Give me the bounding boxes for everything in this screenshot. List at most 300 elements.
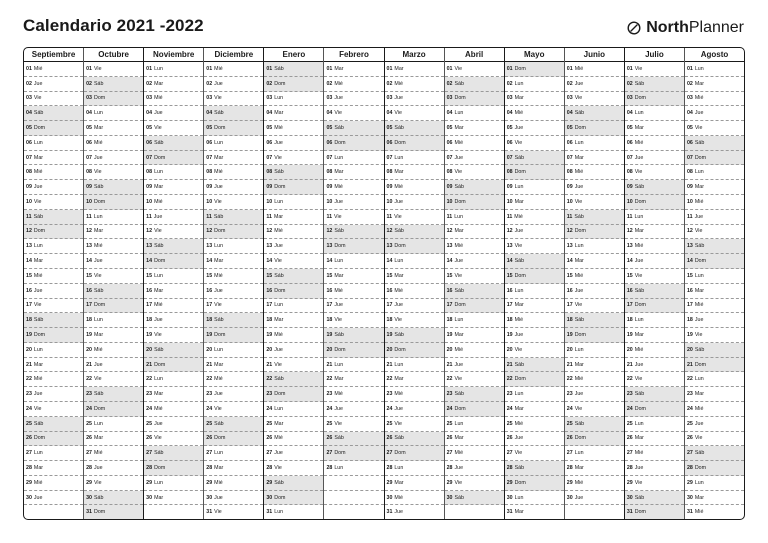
day-cell bbox=[505, 491, 564, 506]
weekday-name: Vie bbox=[214, 302, 222, 309]
weekday-name: Lun bbox=[94, 420, 103, 427]
weekday-name: Vie bbox=[634, 376, 643, 383]
weekday-name: Mar bbox=[154, 287, 164, 294]
day-number: 09 bbox=[26, 184, 32, 191]
month-column bbox=[684, 48, 744, 519]
day-number: 19 bbox=[506, 331, 513, 338]
weekday-name: Lun bbox=[514, 80, 524, 87]
day-cell bbox=[445, 92, 504, 107]
day-number: 05 bbox=[206, 125, 213, 132]
weekday-name: Sáb bbox=[213, 213, 224, 220]
weekday-name: Vie bbox=[214, 509, 222, 516]
day-cell bbox=[204, 299, 263, 314]
day-cell bbox=[505, 62, 564, 77]
day-number: 16 bbox=[386, 287, 393, 294]
day-cell bbox=[685, 417, 744, 432]
weekday-name: Mar bbox=[394, 65, 404, 72]
day-number: 26 bbox=[86, 435, 92, 442]
weekday-name: Lun bbox=[514, 494, 524, 501]
day-number: 15 bbox=[206, 272, 213, 279]
day-number: 30 bbox=[146, 494, 153, 501]
day-number: 07 bbox=[86, 154, 92, 161]
day-cell bbox=[685, 269, 744, 284]
weekday-name: Mié bbox=[454, 450, 464, 457]
day-cell bbox=[84, 313, 143, 328]
day-number: 09 bbox=[146, 184, 153, 191]
weekday-name: Jue bbox=[214, 494, 223, 501]
weekday-name: Mié bbox=[214, 376, 223, 383]
day-cell bbox=[264, 476, 323, 491]
weekday-name: Lun bbox=[93, 213, 103, 220]
day-number: 11 bbox=[206, 213, 212, 220]
day-number: 01 bbox=[626, 65, 633, 72]
month-header: Enero bbox=[264, 48, 323, 62]
day-cell bbox=[24, 372, 83, 387]
day-cell bbox=[24, 417, 83, 432]
weekday-name: Lun bbox=[574, 346, 584, 353]
day-number: 25 bbox=[146, 420, 153, 427]
day-cell bbox=[144, 180, 203, 195]
day-number: 09 bbox=[266, 184, 273, 191]
weekday-name: Jue bbox=[574, 494, 584, 501]
day-number: 26 bbox=[146, 435, 153, 442]
weekday-name: Lun bbox=[154, 65, 163, 72]
weekday-name: Mar bbox=[694, 494, 704, 501]
day-number: 03 bbox=[266, 95, 273, 102]
weekday-name: Mié bbox=[394, 80, 403, 87]
month-header: Mayo bbox=[505, 48, 564, 62]
weekday-name: Jue bbox=[214, 184, 223, 191]
day-number: 30 bbox=[386, 494, 393, 501]
day-cell bbox=[385, 446, 444, 461]
weekday-name: Dom bbox=[634, 405, 646, 412]
day-number: 20 bbox=[386, 346, 393, 353]
day-cell bbox=[625, 476, 684, 491]
day-cell bbox=[385, 417, 444, 432]
weekday-name: Lun bbox=[574, 139, 584, 146]
day-number: 03 bbox=[386, 95, 393, 102]
day-cell bbox=[264, 225, 323, 240]
day-cell bbox=[685, 313, 744, 328]
day-cell bbox=[685, 491, 744, 506]
weekday-name: Sáb bbox=[154, 243, 164, 250]
weekday-name: Sáb bbox=[514, 258, 525, 265]
day-number: 15 bbox=[146, 272, 153, 279]
day-cell bbox=[324, 313, 383, 328]
day-number: 30 bbox=[566, 494, 573, 501]
day-number: 22 bbox=[566, 376, 573, 383]
weekday-name: Mié bbox=[214, 479, 223, 486]
day-number: 16 bbox=[506, 287, 513, 294]
weekday-name: Dom bbox=[214, 331, 226, 338]
weekday-name: Vie bbox=[94, 169, 102, 176]
day-number: 04 bbox=[446, 110, 453, 117]
day-number: 24 bbox=[86, 405, 92, 412]
day-number: 23 bbox=[686, 391, 693, 398]
day-number: 23 bbox=[26, 391, 32, 398]
brand-logo bbox=[627, 19, 744, 37]
day-cell bbox=[625, 180, 684, 195]
day-number: 21 bbox=[26, 361, 32, 368]
day-cell bbox=[24, 121, 83, 136]
weekday-name: Mié bbox=[33, 272, 43, 279]
weekday-name: Dom bbox=[394, 139, 406, 146]
day-cell bbox=[144, 239, 203, 254]
day-cell bbox=[385, 180, 444, 195]
weekday-name: Dom bbox=[33, 228, 46, 235]
day-list bbox=[204, 62, 263, 519]
day-cell bbox=[84, 417, 143, 432]
day-cell bbox=[84, 269, 143, 284]
day-cell bbox=[264, 328, 323, 343]
month-header: Abril bbox=[445, 48, 504, 62]
day-number: 18 bbox=[146, 317, 153, 324]
day-cell bbox=[324, 210, 383, 225]
day-number: 08 bbox=[26, 169, 32, 176]
day-number: 05 bbox=[146, 125, 153, 132]
day-cell bbox=[565, 136, 624, 151]
day-cell bbox=[204, 210, 263, 225]
day-number: 06 bbox=[86, 139, 92, 146]
day-cell bbox=[685, 505, 744, 519]
weekday-name: Mar bbox=[154, 391, 164, 398]
day-number: 17 bbox=[146, 302, 153, 309]
day-number: 21 bbox=[386, 361, 393, 368]
weekday-name: Sáb bbox=[574, 213, 584, 220]
weekday-name: Mié bbox=[634, 243, 644, 250]
day-number: 18 bbox=[326, 317, 333, 324]
day-number: 09 bbox=[206, 184, 213, 191]
day-cell bbox=[144, 313, 203, 328]
weekday-name: Sáb bbox=[33, 110, 44, 117]
weekday-name: Sáb bbox=[33, 420, 44, 427]
day-cell bbox=[625, 402, 684, 417]
weekday-name: Vie bbox=[394, 317, 402, 324]
day-cell bbox=[565, 387, 624, 402]
day-cell bbox=[685, 92, 744, 107]
weekday-name: Jue bbox=[214, 287, 223, 294]
weekday-name: Lun bbox=[454, 420, 464, 427]
month-column bbox=[323, 48, 383, 519]
day-cell bbox=[84, 254, 143, 269]
day-cell bbox=[264, 92, 323, 107]
weekday-name: Vie bbox=[574, 198, 583, 205]
day-number: 28 bbox=[206, 464, 213, 471]
weekday-name: Mié bbox=[574, 272, 584, 279]
day-number: 09 bbox=[326, 184, 333, 191]
day-number: 20 bbox=[626, 346, 633, 353]
day-cell bbox=[505, 343, 564, 358]
day-number: 16 bbox=[326, 287, 333, 294]
day-cell bbox=[505, 77, 564, 92]
day-number: 27 bbox=[326, 450, 333, 457]
day-cell bbox=[204, 284, 263, 299]
weekday-name: Lun bbox=[394, 361, 404, 368]
day-number: 21 bbox=[506, 361, 513, 368]
weekday-name: Dom bbox=[214, 435, 226, 442]
day-number: 11 bbox=[626, 213, 633, 220]
weekday-name: Sáb bbox=[454, 80, 464, 87]
weekday-name: Vie bbox=[394, 420, 402, 427]
weekday-name: Vie bbox=[694, 228, 703, 235]
weekday-name: Dom bbox=[394, 243, 406, 250]
day-cell bbox=[264, 284, 323, 299]
weekday-name: Mar bbox=[154, 80, 164, 87]
weekday-name: Mar bbox=[454, 125, 464, 132]
day-cell bbox=[144, 387, 203, 402]
day-number: 24 bbox=[206, 405, 213, 412]
day-number: 18 bbox=[686, 317, 693, 324]
day-cell bbox=[625, 269, 684, 284]
weekday-name: Dom bbox=[394, 450, 406, 457]
day-cell bbox=[565, 239, 624, 254]
day-cell bbox=[625, 505, 684, 519]
day-cell bbox=[264, 62, 323, 77]
day-list bbox=[144, 62, 203, 519]
weekday-name: Dom bbox=[694, 154, 707, 161]
month-column bbox=[83, 48, 143, 519]
weekday-name: Vie bbox=[694, 331, 703, 338]
day-cell bbox=[84, 461, 143, 476]
day-cell bbox=[204, 180, 263, 195]
day-number: 02 bbox=[566, 80, 573, 87]
weekday-name: Mar bbox=[214, 258, 224, 265]
weekday-name: Mar bbox=[273, 213, 284, 220]
day-number: 08 bbox=[326, 169, 333, 176]
day-cell bbox=[264, 299, 323, 314]
day-cell bbox=[505, 136, 564, 151]
weekday-name: Lun bbox=[394, 258, 404, 265]
weekday-name: Vie bbox=[33, 405, 42, 412]
weekday-name: Jue bbox=[334, 302, 343, 309]
weekday-name: Jue bbox=[274, 346, 283, 353]
day-cell bbox=[144, 62, 203, 77]
day-cell bbox=[565, 269, 624, 284]
weekday-name: Mié bbox=[33, 65, 43, 72]
weekday-name: Jue bbox=[154, 317, 163, 324]
day-cell bbox=[24, 239, 83, 254]
day-list bbox=[505, 62, 564, 519]
weekday-name: Sáb bbox=[394, 228, 404, 235]
day-cell bbox=[685, 343, 744, 358]
day-number: 07 bbox=[566, 154, 573, 161]
day-number: 23 bbox=[566, 391, 573, 398]
day-cell bbox=[264, 372, 323, 387]
weekday-name: Vie bbox=[94, 479, 102, 486]
empty-day-cell bbox=[445, 505, 504, 519]
weekday-name: Jue bbox=[454, 361, 464, 368]
weekday-name: Mié bbox=[394, 184, 403, 191]
day-number: 01 bbox=[86, 65, 92, 72]
day-number: 22 bbox=[446, 376, 453, 383]
weekday-name: Jue bbox=[694, 110, 704, 117]
weekday-name: Vie bbox=[634, 479, 643, 486]
day-cell bbox=[625, 387, 684, 402]
day-number: 26 bbox=[446, 435, 453, 442]
day-number: 20 bbox=[266, 346, 273, 353]
day-cell bbox=[264, 165, 323, 180]
day-cell bbox=[565, 402, 624, 417]
day-cell bbox=[625, 417, 684, 432]
weekday-name: Jue bbox=[574, 391, 584, 398]
day-cell bbox=[445, 225, 504, 240]
weekday-name: Sáb bbox=[454, 494, 464, 501]
day-list bbox=[84, 62, 143, 519]
day-cell bbox=[264, 136, 323, 151]
day-number: 26 bbox=[266, 435, 273, 442]
day-cell bbox=[505, 254, 564, 269]
day-cell bbox=[264, 254, 323, 269]
day-cell bbox=[204, 151, 263, 166]
day-cell bbox=[385, 299, 444, 314]
day-cell bbox=[144, 432, 203, 447]
day-number: 20 bbox=[26, 346, 32, 353]
day-number: 07 bbox=[446, 154, 453, 161]
weekday-name: Jue bbox=[634, 154, 644, 161]
weekday-name: Mar bbox=[694, 391, 704, 398]
weekday-name: Mié bbox=[274, 435, 283, 442]
weekday-name: Sáb bbox=[394, 331, 404, 338]
weekday-name: Dom bbox=[634, 95, 646, 102]
day-number: 21 bbox=[626, 361, 633, 368]
day-number: 25 bbox=[86, 420, 92, 427]
day-number: 22 bbox=[326, 376, 333, 383]
day-number: 14 bbox=[326, 258, 333, 265]
day-cell bbox=[144, 151, 203, 166]
weekday-name: Lun bbox=[574, 450, 584, 457]
weekday-name: Mar bbox=[454, 228, 464, 235]
day-cell bbox=[385, 372, 444, 387]
day-number: 05 bbox=[326, 125, 333, 132]
weekday-name: Dom bbox=[334, 243, 346, 250]
weekday-name: Lun bbox=[514, 287, 524, 294]
day-cell bbox=[144, 269, 203, 284]
day-cell bbox=[204, 461, 263, 476]
weekday-name: Sáb bbox=[94, 494, 104, 501]
day-number: 08 bbox=[206, 169, 213, 176]
day-cell bbox=[24, 432, 83, 447]
weekday-name: Dom bbox=[634, 198, 646, 205]
day-cell bbox=[385, 284, 444, 299]
day-number: 26 bbox=[686, 435, 693, 442]
day-cell bbox=[84, 432, 143, 447]
weekday-name: Jue bbox=[394, 405, 403, 412]
day-cell bbox=[625, 328, 684, 343]
day-cell bbox=[565, 343, 624, 358]
day-number: 23 bbox=[86, 391, 92, 398]
day-cell bbox=[685, 165, 744, 180]
weekday-name: Mar bbox=[154, 184, 164, 191]
weekday-name: Mié bbox=[574, 479, 584, 486]
day-number: 25 bbox=[626, 420, 633, 427]
weekday-name: Lun bbox=[33, 243, 43, 250]
day-cell bbox=[324, 328, 383, 343]
day-cell bbox=[565, 491, 624, 506]
day-number: 12 bbox=[146, 228, 153, 235]
day-cell bbox=[565, 62, 624, 77]
day-cell bbox=[565, 151, 624, 166]
day-number: 19 bbox=[206, 331, 213, 338]
day-number: 17 bbox=[326, 302, 333, 309]
day-cell bbox=[445, 180, 504, 195]
weekday-name: Dom bbox=[634, 509, 646, 516]
day-cell bbox=[84, 165, 143, 180]
weekday-name: Vie bbox=[634, 272, 643, 279]
month-header: Octubre bbox=[84, 48, 143, 62]
weekday-name: Sáb bbox=[454, 287, 464, 294]
weekday-name: Mar bbox=[334, 272, 344, 279]
day-number: 30 bbox=[266, 494, 273, 501]
weekday-name: Mar bbox=[454, 331, 464, 338]
day-number: 14 bbox=[26, 258, 32, 265]
month-pair bbox=[385, 48, 505, 519]
day-cell bbox=[685, 136, 744, 151]
day-number: 20 bbox=[86, 346, 92, 353]
day-number: 30 bbox=[26, 494, 32, 501]
weekday-name: Jue bbox=[394, 302, 403, 309]
weekday-name: Mié bbox=[154, 405, 163, 412]
day-number: 23 bbox=[326, 391, 333, 398]
weekday-name: Mié bbox=[394, 391, 403, 398]
weekday-name: Sáb bbox=[214, 110, 224, 117]
day-number: 23 bbox=[506, 391, 513, 398]
weekday-name: Vie bbox=[33, 302, 42, 309]
day-cell bbox=[144, 210, 203, 225]
day-number: 24 bbox=[326, 405, 333, 412]
day-number: 09 bbox=[566, 184, 573, 191]
day-number: 27 bbox=[26, 450, 32, 457]
day-cell bbox=[625, 165, 684, 180]
weekday-name: Lun bbox=[454, 110, 464, 117]
empty-day-cell bbox=[144, 505, 203, 519]
weekday-name: Vie bbox=[94, 272, 102, 279]
day-cell bbox=[625, 195, 684, 210]
weekday-name: Lun bbox=[634, 213, 644, 220]
day-cell bbox=[204, 269, 263, 284]
weekday-name: Sáb bbox=[94, 287, 104, 294]
day-number: 17 bbox=[266, 302, 273, 309]
weekday-name: Mié bbox=[33, 479, 43, 486]
day-number: 05 bbox=[506, 125, 513, 132]
day-cell bbox=[625, 77, 684, 92]
weekday-name: Dom bbox=[454, 198, 466, 205]
weekday-name: Sáb bbox=[274, 272, 284, 279]
day-number: 01 bbox=[686, 65, 693, 72]
day-number: 22 bbox=[206, 376, 213, 383]
weekday-name: Mié bbox=[334, 184, 343, 191]
month-column bbox=[203, 48, 263, 519]
day-number: 04 bbox=[566, 110, 573, 117]
day-number: 08 bbox=[146, 169, 153, 176]
weekday-name: Mar bbox=[634, 435, 644, 442]
day-cell bbox=[505, 106, 564, 121]
weekday-name: Dom bbox=[94, 198, 106, 205]
day-cell bbox=[324, 417, 383, 432]
day-cell bbox=[24, 284, 83, 299]
weekday-name: Mié bbox=[94, 346, 103, 353]
day-number: 01 bbox=[326, 65, 333, 72]
day-cell bbox=[24, 77, 83, 92]
day-number: 15 bbox=[566, 272, 573, 279]
day-cell bbox=[24, 446, 83, 461]
day-cell bbox=[264, 505, 323, 519]
weekday-name: Mar bbox=[334, 65, 344, 72]
day-number: 03 bbox=[506, 95, 513, 102]
day-number: 05 bbox=[686, 125, 693, 132]
weekday-name: Mar bbox=[634, 125, 644, 132]
day-number: 12 bbox=[566, 228, 573, 235]
day-number: 08 bbox=[626, 169, 633, 176]
